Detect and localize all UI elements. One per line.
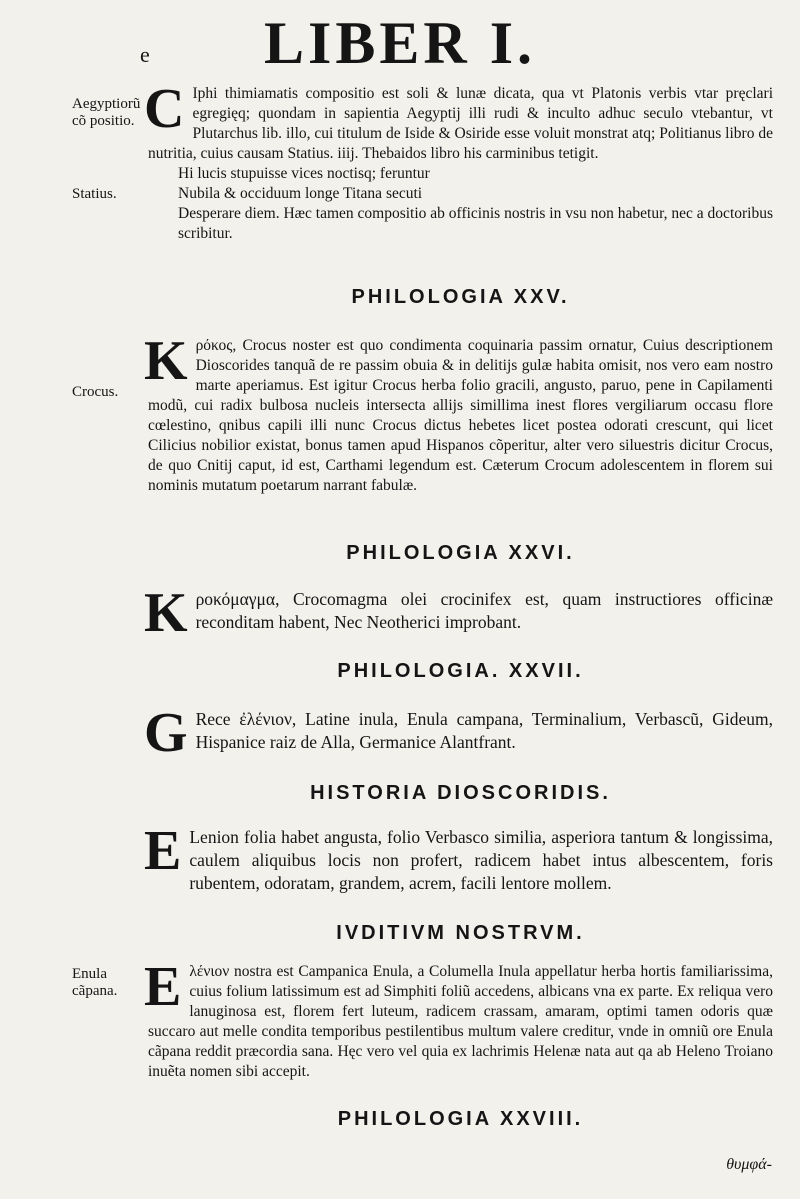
section-heading: HISTORIA DIOSCORIDIS. (310, 782, 611, 804)
dropcap: K (144, 582, 188, 644)
margin-note-statius: Statius. (72, 186, 117, 202)
section-paragraph (144, 820, 773, 895)
verse-text: Desperare diem. (178, 205, 280, 222)
dropcap: G (144, 702, 188, 764)
page-title: LIBER I. (263, 10, 537, 76)
intro-text: Iphi thimiamatis compositio est soli & lunæ dicata, qua vt Platonis verbis vtar pręclari egregięq; quondam in sapientia Aegyptij illi rudi & inculto adhuc seculo vtebantur, vt Plutarchus lib. illo, cui titulum de Iside & Osiride esse voluit monstrat atq; Politianus libro de nutritia, cuius causam Statius. iiij. Thebaidos libro his carminibus tetigit. (148, 85, 773, 162)
section-heading: PHILOLOGIA. XXVII. (337, 660, 584, 682)
dropcap: C (144, 78, 185, 140)
intro-paragraph (144, 78, 773, 244)
verse-line (148, 204, 773, 244)
page-header (0, 8, 800, 78)
section-heading: PHILOLOGIA XXV. (351, 286, 570, 308)
section-paragraph (144, 956, 773, 1082)
signature-mark: e (140, 42, 150, 67)
verse-line: Nubila & occiduum longe Titana secuti (178, 185, 423, 202)
dropcap: E (144, 820, 182, 882)
section-paragraph (144, 582, 773, 644)
section-heading: PHILOLOGIA XXVI. (346, 542, 575, 564)
section-text: λένιον nostra est Campanica Enula, a Columella Inula appellatur herba hortis familiarissima, cuius folium latissimum est ad Simphiti foliũ accedens, albicans vna ex parte. Ex reliqua vero lanuginosa est, florem fert luteum, radicem crassam, amaram, optimi tamen odoris quæ succaro aut melle condita temporibus pestilentibus multum valere creditur, vnde in omniũ ore Enula cãpana reddit præcordia sana. Hęc vero vel quia ex lachrimis Helenæ nata aut qa ab Heleno Troiano inuẽta nomen sibi accepit. (148, 963, 773, 1080)
page-footer (0, 1148, 800, 1188)
section-text: Rece ἐλένιον, Latine inula, Enula campana, Terminalium, Verbascũ, Gideum, Hispanice raiz de Alla, Germanice Alantfrant. (195, 709, 773, 752)
section-text: ροκόμαγμα, Crocomagma olei crocinifex est, quam instructiores officinæ reconditam habent, Nec Neotherici improbant. (195, 589, 773, 632)
intro-closing-text: Hæc tamen compositio ab officinis nostris in vsu non habetur, nec a doctoribus scribitur. (178, 205, 773, 242)
section-heading: IVDITIVM NOSTRVM. (336, 922, 585, 944)
dropcap: E (144, 956, 182, 1018)
margin-note-enula: Enula cãpana. (72, 966, 118, 999)
section-paragraph (144, 702, 773, 764)
verse-line: Hi lucis stupuisse vices noctisq; feruntur (178, 165, 430, 182)
section-text: Lenion folia habet angusta, folio Verbasco similia, asperiora tantum & longissima, caulem aliquibus locis non profert, radicem habet intus albescentem, foris rubentem, odoratam, grandem, acrem, facili lentore mollem. (189, 827, 773, 893)
section-text: ρόκος, Crocus noster est quo condimenta coquinaria passim ornatur, Cuius descriptionem Dioscorides tanquã de re passim obuia & in delitijs gulæ habita omisit, nos vero eam nostro marte aperiamus. Est igitur Crocus herba folio gracili, angusto, paruo, pene in Capilamenti modũ, cui radix bulbosa nucleis intersecta allijs simillima inest flores vergiliarum occasu flore cœlestino, qnibus capili illi nunc Crocus dictus hebetes licet postea odorati crescunt, qui licet Cilicius nobilior existat, bonus tamen apud Hispanos cõperitur, alter vero siluestris dicitur Crocus, de quo Cnitij caput, id est, Carthami legendum est. Cæterum Crocum adolescentem in florem sui nominis mutatum poetarum narrant fabulæ. (148, 337, 773, 494)
margin-note-aegyptiorum: Aegyptiorũ cõ positio. (72, 96, 141, 129)
margin-note-crocus: Crocus. (72, 384, 119, 400)
section-heading: PHILOLOGIA XXVIII. (337, 1108, 584, 1130)
catchword: θυμφά- (726, 1156, 772, 1173)
section-paragraph (144, 330, 773, 496)
dropcap: K (144, 330, 188, 392)
